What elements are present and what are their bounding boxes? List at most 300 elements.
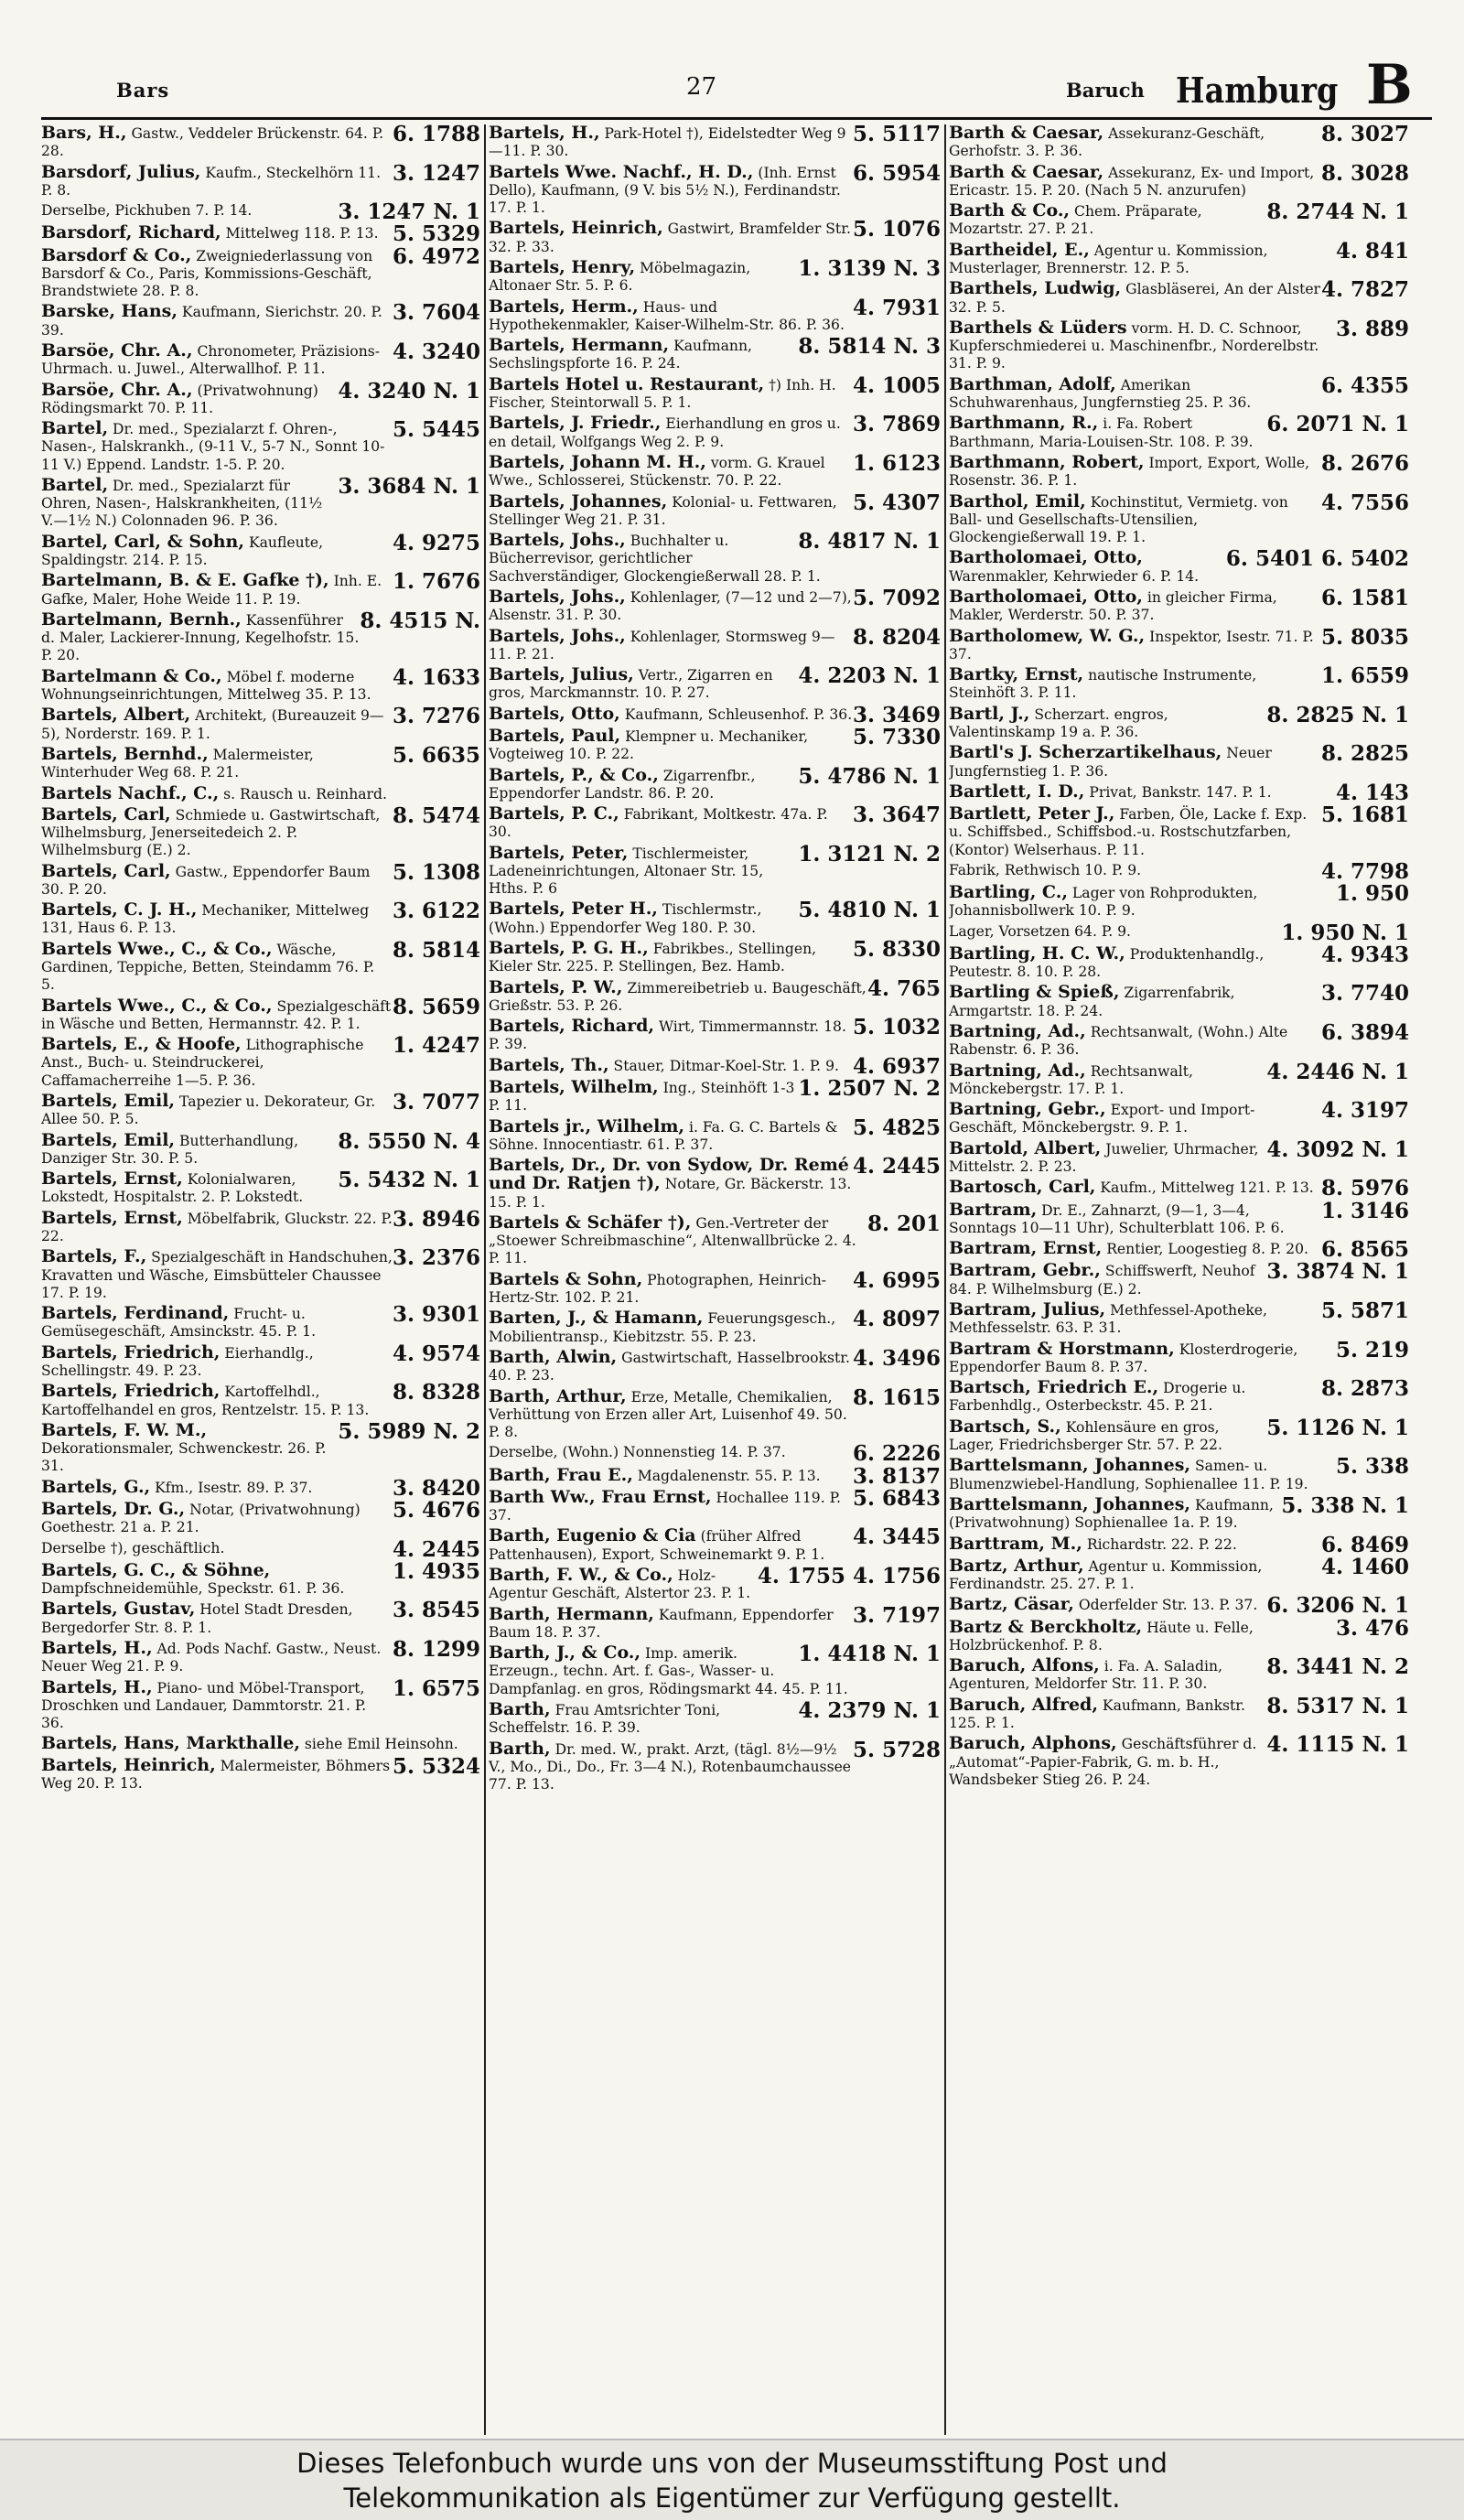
entry-details: Kohlenlager, Stormsweg 9—11. P. 21. — [489, 628, 835, 662]
entry-phone: 3. 8946 — [392, 1206, 480, 1232]
entry-name: Bartels, Emil, — [41, 1091, 176, 1112]
entry-details: Drogerie u. Farbenhdlg., Osterbeckstr. 45. P. 21. — [949, 1380, 1246, 1415]
entry-name: Bartholomew, W. G., — [949, 625, 1146, 646]
entry-phone: 4. 2445 — [852, 1154, 941, 1179]
directory-entry — [41, 199, 480, 225]
entry-details: Produktenhandlg., Peutestr. 8. 10. P. 28. — [949, 945, 1265, 981]
entry-phone: 6. 4355 — [1320, 372, 1409, 398]
entry-name: Bartels, Peter, — [489, 842, 629, 863]
entry-name: Bartels Nachf., C., — [41, 782, 220, 803]
directory-entry — [949, 780, 1409, 805]
entry-phone: 4. 3496 — [852, 1346, 941, 1372]
entry-phone: 5. 338 N. 1 — [1281, 1492, 1409, 1518]
entry-phone: 3. 2376 — [392, 1245, 480, 1271]
entry-phone: 3. 8137 — [852, 1463, 941, 1489]
entry-phone: 5. 4307 — [852, 490, 941, 515]
entry-name: Bartels, P., & Co., — [489, 764, 659, 785]
entry-name: Bartels, C. J. H., — [41, 899, 198, 921]
page-header — [41, 53, 1427, 117]
entry-name: Bartels, Ernst, — [41, 1168, 183, 1190]
directory-entry — [489, 160, 941, 218]
directory-entry — [41, 706, 480, 742]
entry-name: Bartels, Heinrich, — [489, 218, 663, 239]
directory-entry — [489, 1524, 941, 1563]
entry-details: Oderfelder Str. 13. P. 37. — [1078, 1597, 1258, 1614]
entry-phone: 5. 219 — [1335, 1337, 1409, 1362]
entry-phone: 8. 201 — [867, 1212, 941, 1237]
directory-entry — [949, 1593, 1409, 1619]
entry-name: Bartels, Peter H., — [489, 899, 658, 920]
entry-name: Bartning, Ad., — [949, 1060, 1086, 1081]
directory-entry — [949, 585, 1409, 624]
entry-name: Bartels, F., — [41, 1246, 147, 1267]
column-3 — [949, 124, 1409, 2435]
directory-entry — [41, 859, 480, 899]
directory-entry — [949, 1654, 1409, 1693]
entry-name: Bartels, H., — [41, 1676, 153, 1697]
entry-phone: 4. 9574 — [392, 1341, 480, 1366]
entry-name: Bartels, H., — [41, 1637, 153, 1658]
header-letter: B — [1366, 53, 1413, 117]
footer-notice — [0, 2439, 1464, 2520]
entry-name: Bartels & Schäfer †), — [489, 1212, 692, 1233]
entry-details: Tapezier u. Dekorateur, Gr. Allee 50. P. 5. — [41, 1093, 376, 1128]
directory-entry — [489, 1485, 941, 1524]
entry-phone: 4. 1755 4. 1756 — [757, 1563, 941, 1588]
directory-entry — [41, 1419, 480, 1476]
directory-entry — [949, 1532, 1409, 1557]
entry-details: Juwelier, Uhrmacher, Mittelstr. 2. P. 23. — [949, 1140, 1259, 1176]
entry-name: Bartels, Emil, — [41, 1129, 176, 1150]
entry-name: Bartels, Carl, — [41, 860, 171, 881]
entry-name: Bartl's J. Scherzartikelhaus, — [949, 742, 1222, 763]
entry-details: Scherzart. engros, Valentinskamp 19 a. P. 36. — [949, 705, 1168, 740]
entry-details: Kaufmann, Eppendorfer Baum 18. P. 37. — [489, 1606, 834, 1641]
entry-phone: 3. 1247 N. 1 — [338, 199, 480, 225]
directory-entry — [41, 473, 480, 531]
entry-name: Barth, J., & Co., — [489, 1642, 641, 1664]
entry-details: Derselbe †), geschäftlich. — [41, 1539, 225, 1556]
entry-name: Bartels, Ferdinand, — [41, 1303, 230, 1324]
entry-phone: 4. 3445 — [852, 1524, 941, 1550]
entry-name: Bartz, Arthur, — [949, 1555, 1084, 1576]
entry-details: Hochallee 119. P. 37. — [489, 1489, 841, 1524]
entry-details: Assekuranz, Ex- und Import, Ericastr. 15. P. 20. (Nach 5 N. anzurufen) — [949, 164, 1315, 199]
entry-details: nautische Instrumente, Steinhöft 3. P. 11. — [949, 667, 1257, 702]
directory-entry — [949, 663, 1409, 702]
entry-phone: 5. 1076 — [852, 217, 941, 242]
entry-phone: 4. 3197 — [1320, 1098, 1409, 1124]
entry-details: Butterhandlung, Danziger Str. 30. P. 5. — [41, 1132, 299, 1167]
entry-phone: 4. 3240 — [392, 339, 480, 364]
entry-details: Piano- und Möbel-Transport, Droschken und Landauer, Dammtorstr. 21. P. 36. — [41, 1679, 367, 1731]
entry-phone: 8. 5474 — [392, 802, 480, 828]
entry-name: Bartz & Berckholtz, — [949, 1616, 1143, 1637]
entry-phone: 5. 5989 N. 2 — [338, 1419, 480, 1445]
directory-entry — [41, 1033, 480, 1090]
entry-details: Vertr., Zigarren en gros, Marckmannstr. 10. P. 27. — [489, 667, 773, 702]
directory-entry — [41, 994, 480, 1033]
entry-details: Lithographische Anst., Buch- u. Steindruckerei, Caffamacherreihe 1—5. P. 36. — [41, 1037, 364, 1089]
entry-name: Bartlett, Peter J., — [949, 803, 1115, 824]
directory-entry — [489, 702, 941, 727]
directory-entry — [949, 1259, 1409, 1298]
entry-phone: 4. 7798 — [1320, 858, 1409, 884]
entry-details: Zweigniederlassung von Barsdorf & Co., Paris, Kommissions-Geschäft, Brandstwiete 28. P. 8. — [41, 247, 373, 299]
entry-details: Rechtsanwalt, (Wohn.) Alte Rabenstr. 6. P. 36. — [949, 1024, 1288, 1059]
entry-phone: 1. 4418 N. 1 — [798, 1642, 941, 1667]
entry-details: Kaufleute, Spaldingstr. 214. P. 15. — [41, 533, 324, 568]
entry-name: Bartels, G., — [41, 1476, 151, 1497]
entry-phone: 4. 2446 N. 1 — [1266, 1059, 1409, 1084]
entry-name: Barth Ww., Frau Ernst, — [489, 1486, 712, 1507]
directory-entry — [489, 529, 941, 586]
entry-phone: 5. 338 — [1335, 1454, 1409, 1480]
directory-entry — [489, 334, 941, 372]
entry-phone: 4. 7556 — [1320, 490, 1409, 515]
directory-entry — [41, 300, 480, 339]
entry-details: vorm. G. Krauel Wwe., Schlosserei, Stückenstr. 70. P. 22. — [489, 454, 825, 490]
directory-entry — [949, 1176, 1409, 1201]
entry-name: Bartels, Johann M. H., — [489, 451, 706, 472]
entry-details: Park-Hotel †), Eidelstedter Weg 9—11. P. 30. — [489, 125, 846, 160]
entry-details: Kartoffelhdl., Kartoffelhandel en gros, Rentzelstr. 15. P. 13. — [41, 1384, 370, 1418]
entry-name: Bartels, P. G. H., — [489, 938, 649, 959]
entry-details: Neuer Jungfernstieg 1. P. 36. — [949, 745, 1272, 780]
entry-phone: 3. 7197 — [852, 1602, 941, 1628]
entry-details: Photographen, Heinrich-Hertz-Str. 102. P. 21. — [489, 1271, 827, 1307]
entry-phone: 4. 6937 — [852, 1053, 941, 1079]
entry-details: Möbel f. moderne Wohnungseinrichtungen, Mittelweg 35. P. 13. — [41, 668, 371, 703]
entry-phone: 6. 2226 — [852, 1441, 941, 1467]
entry-phone: 1. 6575 — [392, 1675, 480, 1701]
column-divider — [944, 124, 946, 2435]
entry-details: Kohlenlager, (7—12 und 2—7), Alsenstr. 31. P. 30. — [489, 588, 852, 624]
entry-phone: 5. 4676 — [392, 1498, 480, 1523]
directory-entry — [489, 724, 941, 763]
header-city: Hamburg — [1176, 70, 1339, 111]
entry-details: Zigarrenfabrik, Armgartstr. 18. P. 24. — [949, 985, 1235, 1019]
entry-phone: 1. 3139 N. 3 — [798, 255, 941, 281]
entry-phone: 1. 4935 — [392, 1558, 480, 1584]
directory-entry — [41, 221, 480, 247]
entry-details: Hotel Stadt Dresden, Bergedorfer Str. 8. P. 1. — [41, 1601, 353, 1636]
entry-name: Barth & Caesar, — [949, 161, 1104, 182]
entry-phone: 4. 1633 — [392, 664, 480, 690]
directory-entry — [949, 1732, 1409, 1789]
directory-entry — [41, 1090, 480, 1128]
entry-name: Bartling, H. C. W., — [949, 942, 1125, 964]
entry-details: Eierhandlung en gros u. en detail, Wolfgangs Weg 2. P. 9. — [489, 415, 841, 450]
entry-phone: 1. 3146 — [1320, 1198, 1409, 1223]
entry-name: Bartels, Dr., Dr. von Sydow, Dr. Remé und Dr. Ratjen †), — [489, 1155, 849, 1194]
entry-name: Bartelmann, B. & E. Gafke †), — [41, 570, 329, 591]
directory-entry — [489, 1737, 941, 1794]
entry-phone: 8. 3441 N. 2 — [1266, 1654, 1409, 1680]
entry-name: Bartels, Julius, — [489, 664, 634, 685]
directory-entry — [41, 1753, 480, 1793]
column-2 — [489, 124, 941, 2435]
entry-details: Erze, Metalle, Chemikalien, Verhüttung von Erzen aller Art, Luisenhof 49. 50. P. 8. — [489, 1388, 847, 1441]
entry-name: Bartram, Ernst, — [949, 1238, 1103, 1259]
entry-name: Barttelsmann, Johannes, — [949, 1493, 1191, 1514]
entry-name: Bartels, Dr. G., — [41, 1499, 186, 1519]
directory-entry — [949, 412, 1409, 450]
directory-entry — [489, 1563, 941, 1602]
entry-details: Holz-Agentur Geschäft, Alstertor 23. P. 1. — [489, 1567, 751, 1602]
entry-details: i. Fa. G. C. Bartels & Söhne. Innocentiastr. 61. P. 37. — [489, 1118, 838, 1153]
entry-phone: 5. 5432 N. 1 — [338, 1168, 480, 1193]
entry-name: Bartel, — [41, 418, 109, 439]
entry-details: Kaufmann, Sierichstr. 20. P. 39. — [41, 304, 382, 339]
entry-details: i. Fa. Robert Barthmann, Maria-Louisen-Str. 108. P. 39. — [949, 415, 1254, 450]
entry-details: †) Inh. H. Fischer, Steintorwall 5. P. 1. — [489, 376, 836, 411]
entry-phone: 8. 4515 N. — [360, 608, 480, 633]
entry-phone: 6. 3206 N. 1 — [1266, 1593, 1409, 1619]
entry-details: Kohlensäure en gros, Lager, Friedrichsberger Str. 57. P. 22. — [949, 1418, 1222, 1453]
entry-details: Ing., Steinhöft 1-3 P. 11. — [489, 1080, 795, 1115]
entry-name: Bartels, E., & Hoofe, — [41, 1034, 242, 1055]
entry-phone: 1. 4247 — [392, 1033, 480, 1059]
entry-name: Bartels, Henry, — [489, 256, 636, 277]
directory-entry — [949, 1136, 1409, 1176]
entry-phone: 5. 4810 N. 1 — [798, 898, 941, 923]
directory-entry — [949, 490, 1409, 547]
entry-phone: 1. 950 — [1335, 881, 1409, 907]
entry-details: Mechaniker, Mittelweg 131, Haus 6. P. 13. — [41, 902, 370, 937]
entry-name: Barsdorf, Julius, — [41, 161, 201, 182]
entry-name: Barthmann, R., — [949, 413, 1099, 434]
directory-entry — [489, 937, 941, 975]
entry-name: Bartels, Carl, — [41, 803, 171, 824]
entry-details: Kfm., Isestr. 89. P. 37. — [155, 1479, 313, 1496]
entry-details: Kolonial- u. Fettwaren, Stellinger Weg 21. P. 31. — [489, 493, 837, 528]
directory-entry — [41, 1380, 480, 1418]
entry-phone: 3. 3647 — [852, 802, 941, 828]
entry-name: Bartels, Paul, — [489, 725, 621, 746]
entry-phone: 3. 8420 — [392, 1475, 480, 1501]
entry-phone: 8. 2873 — [1320, 1376, 1409, 1402]
entry-phone: 5. 5728 — [852, 1737, 941, 1762]
entry-name: Bartels, Richard, — [489, 1016, 655, 1037]
entry-phone: 6. 8469 — [1320, 1532, 1409, 1557]
entry-name: Bartling, C., — [949, 882, 1068, 903]
entry-name: Barsdorf, Richard, — [41, 222, 221, 243]
entry-phone: 5. 5445 — [392, 417, 480, 443]
entry-phone: 6. 1581 — [1320, 585, 1409, 610]
entry-name: Bartels, Johs., — [489, 625, 626, 646]
entry-details: Buchhalter u. Bücherrevisor, gerichtlicher Sachverständiger, Glockengießerwall 28. P. 1. — [489, 533, 821, 585]
entry-details: Möbelmagazin, Altonaer Str. 5. P. 6. — [489, 259, 751, 295]
entry-phone: 8. 1615 — [852, 1384, 941, 1410]
entry-details: Kaufm., Mittelweg 121. P. 13. — [1100, 1179, 1314, 1197]
entry-name: Bartheidel, E., — [949, 239, 1090, 260]
directory-entry — [41, 782, 480, 803]
entry-name: Barth, — [489, 1738, 551, 1759]
entry-details: Derselbe, Pickhuben 7. P. 14. — [41, 202, 253, 220]
entry-phone: 4. 3092 N. 1 — [1266, 1136, 1409, 1162]
directory-entry — [41, 569, 480, 608]
entry-phone: 3. 7276 — [392, 704, 480, 729]
entry-name: Bartels, Herm., — [489, 296, 639, 317]
entry-name: Bartels, P. C., — [489, 803, 619, 824]
entry-name: Barthels & Lüders — [949, 317, 1127, 338]
entry-name: Bartels, Friedrich, — [41, 1341, 221, 1362]
directory-entry — [489, 1644, 941, 1698]
entry-details: s. Rausch u. Reinhard. — [223, 785, 387, 802]
directory-entry — [489, 1602, 941, 1642]
entry-details: Spezialgeschäft in Handschuhen, Kravatten und Wäsche, Eimsbütteler Chaussee 17. P. 19. — [41, 1249, 393, 1301]
directory-entry — [41, 1636, 480, 1675]
entry-name: Barske, Hans, — [41, 301, 178, 322]
directory-entry — [949, 624, 1409, 663]
entry-name: Bartsch, Friedrich E., — [949, 1377, 1159, 1398]
entry-details: Inh. E. Gafke, Maler, Hohe Weide 11. P. 19. — [41, 573, 382, 608]
entry-name: Bartels, Wilhelm, — [489, 1077, 659, 1098]
directory-entry — [41, 378, 480, 417]
directory-entry — [489, 412, 941, 450]
entry-name: Bartels, Heinrich, — [41, 1754, 216, 1775]
entry-details: Chronometer, Präzisions-Uhrmach. u. Juwel., Alterwallhof. P. 11. — [41, 342, 381, 378]
page-number: 27 — [686, 73, 717, 101]
directory-entry — [489, 1463, 941, 1489]
directory-entry — [949, 372, 1409, 412]
entry-phone: 4. 765 — [867, 975, 941, 1001]
entry-phone: 6. 4972 — [392, 243, 480, 269]
directory-entry — [949, 802, 1409, 859]
entry-phone: 3. 3469 — [852, 702, 941, 727]
directory-entry — [41, 901, 480, 937]
entry-phone: 1. 7676 — [392, 569, 480, 595]
entry-phone: 8. 2825 — [1320, 741, 1409, 767]
entry-name: Bartels, J. Friedr., — [489, 413, 662, 434]
entry-details: vorm. H. D. C. Schnoor, Kupferschmiederei u. Maschinenfbr., Norderelbstr. 31. P. 9. — [949, 319, 1319, 372]
entry-phone: 5. 1032 — [852, 1015, 941, 1040]
entry-details: in gleicher Firma, Makler, Werderstr. 50. P. 37. — [949, 588, 1277, 624]
entry-details: Häute u. Felle, Holzbrückenhof. P. 8. — [949, 1619, 1254, 1653]
entry-details: Kaufmann, (Privatwohnung) Sophienallee 1a. P. 19. — [949, 1496, 1274, 1532]
entry-phone: 4. 2379 N. 1 — [798, 1697, 941, 1723]
directory-entry — [949, 1298, 1409, 1337]
entry-details: Notare, Gr. Bäckerstr. 13. 15. P. 1. — [489, 1176, 852, 1211]
entry-phone: 4. 7931 — [852, 295, 941, 320]
entry-details: Fabrik, Rethwisch 10. P. 9. — [949, 861, 1142, 878]
entry-details: Amerikan Schuhwarenhaus, Jungfernstieg 25. P. 36. — [949, 376, 1252, 411]
entry-phone: 8. 2744 N. 1 — [1266, 199, 1409, 225]
directory-entry — [949, 881, 1409, 920]
entry-details: Kolonialwaren, Lokstedt, Hospitalstr. 2. P. Lokstedt. — [41, 1171, 304, 1206]
entry-name: Bartels, P. W., — [489, 976, 623, 997]
directory-entry — [489, 1053, 941, 1079]
header-rule — [41, 117, 1432, 120]
entry-name: Barttram, M., — [949, 1533, 1082, 1554]
directory-entry — [949, 160, 1409, 199]
directory-entry — [489, 900, 941, 936]
directory-entry — [41, 124, 480, 160]
directory-entry — [41, 802, 480, 860]
directory-entry — [489, 975, 941, 1015]
entry-name: Baruch, Alphons, — [949, 1733, 1117, 1754]
entry-details: Malermeister, Böhmers Weg 20. P. 13. — [41, 1757, 391, 1792]
entry-phone: 5. 6635 — [392, 742, 480, 768]
entry-phone: 8. 5317 N. 1 — [1266, 1693, 1409, 1718]
directory-entry — [949, 1492, 1409, 1532]
entry-details: Methfessel-Apotheke, Methfesselstr. 63. P. 31. — [949, 1301, 1267, 1337]
entry-phone: 3. 3684 N. 1 — [338, 473, 480, 499]
entry-details: Dekorationsmaler, Schwenckestr. 26. P. 31. — [41, 1440, 327, 1475]
entry-name: Bartky, Ernst, — [949, 664, 1084, 685]
entry-phone: 3. 7604 — [392, 300, 480, 326]
entry-details: Dr. med. W., prakt. Arzt, (tägl. 8½—9½ V., Mo., Di., Do., Fr. 3—4 N.), Rotenbaumchaussee 77. P. 13. — [489, 1740, 852, 1793]
entry-details: Agentur u. Kommission, Ferdinandstr. 25. 27. P. 1. — [949, 1557, 1263, 1592]
directory-entry — [41, 1498, 480, 1536]
entry-details: Geschäftsführer d. „Automat“-Papier-Fabrik, G. m. b. H., Wandsbeker Stieg 26. P. 24. — [949, 1736, 1257, 1788]
entry-name: Bartels, Hermann, — [489, 335, 670, 356]
entry-name: Bartl, J., — [949, 703, 1030, 724]
entry-details: Magdalenenstr. 55. P. 13. — [637, 1467, 821, 1484]
entry-details: Zimmereibetrieb u. Baugeschäft, Grießstr. 53. P. 26. — [489, 979, 867, 1014]
entry-details: Haus- und Hypothekenmakler, Kaiser-Wilhelm-Str. 86. P. 36. — [489, 298, 845, 333]
entry-name: Bartels, H., — [489, 124, 600, 143]
entry-name: Baruch, Alfred, — [949, 1694, 1098, 1715]
entry-details: Warenmakler, Kehrwieder 6. P. 14. — [949, 567, 1200, 585]
entry-phone: 4. 8097 — [852, 1307, 941, 1332]
header-right-keyword: Baruch — [1066, 79, 1145, 102]
entry-phone: 1. 3121 N. 2 — [798, 841, 941, 867]
directory-entry — [489, 124, 941, 160]
entry-phone: 8. 8328 — [392, 1380, 480, 1405]
entry-phone: 1. 950 N. 1 — [1281, 920, 1409, 945]
entry-details: Zigarrenfbr., Eppendorfer Landstr. 86. P. 20. — [489, 767, 756, 802]
entry-phone: 4. 9275 — [392, 530, 480, 555]
entry-name: Bartlett, I. D., — [949, 781, 1085, 802]
directory-entry — [949, 1615, 1409, 1654]
entry-details: Import, Export, Wolle, Rosenstr. 36. P. 1. — [949, 454, 1310, 490]
entry-name: Bartram & Horstmann, — [949, 1338, 1175, 1359]
entry-phone: 4. 6995 — [852, 1267, 941, 1293]
entry-name: Bartel, Carl, & Sohn, — [41, 531, 244, 552]
entry-name: Bartholomaei, Otto, — [949, 547, 1143, 568]
directory-entry — [41, 417, 480, 474]
directory-entry — [489, 624, 941, 663]
entry-phone: 1. 2507 N. 2 — [798, 1076, 941, 1102]
directory-entry — [41, 1600, 480, 1636]
directory-entry — [949, 1554, 1409, 1593]
directory-entry — [41, 160, 480, 199]
entry-details: Assekuranz-Geschäft, Gerhofstr. 3. P. 36. — [949, 125, 1265, 160]
entry-phone: 8. 5814 — [392, 937, 480, 963]
entry-name: Bartels, Ernst, — [41, 1207, 183, 1228]
entry-name: Bartels jr., Wilhelm, — [489, 1115, 685, 1136]
entry-phone: 5. 5329 — [392, 221, 480, 247]
entry-name: Barthman, Adolf, — [949, 373, 1116, 394]
entry-details: Eierhandlg., Schellingstr. 49. P. 23. — [41, 1344, 314, 1380]
directory-entry — [489, 1346, 941, 1384]
entry-phone: 5. 8035 — [1320, 624, 1409, 650]
entry-name: Bartels, G. C., & Söhne, — [41, 1559, 271, 1580]
directory-entry — [489, 1309, 941, 1345]
directory-entry — [949, 277, 1409, 316]
entry-phone: 3. 3874 N. 1 — [1266, 1259, 1409, 1285]
directory-entry — [949, 1059, 1409, 1098]
entry-phone: 6. 1788 — [392, 124, 480, 146]
directory-entry — [41, 937, 480, 995]
entry-name: Bartning, Ad., — [949, 1021, 1086, 1042]
directory-entry — [41, 1170, 480, 1206]
directory-entry — [41, 339, 480, 378]
directory-entry — [949, 702, 1409, 741]
entry-phone: 4. 1005 — [852, 372, 941, 398]
